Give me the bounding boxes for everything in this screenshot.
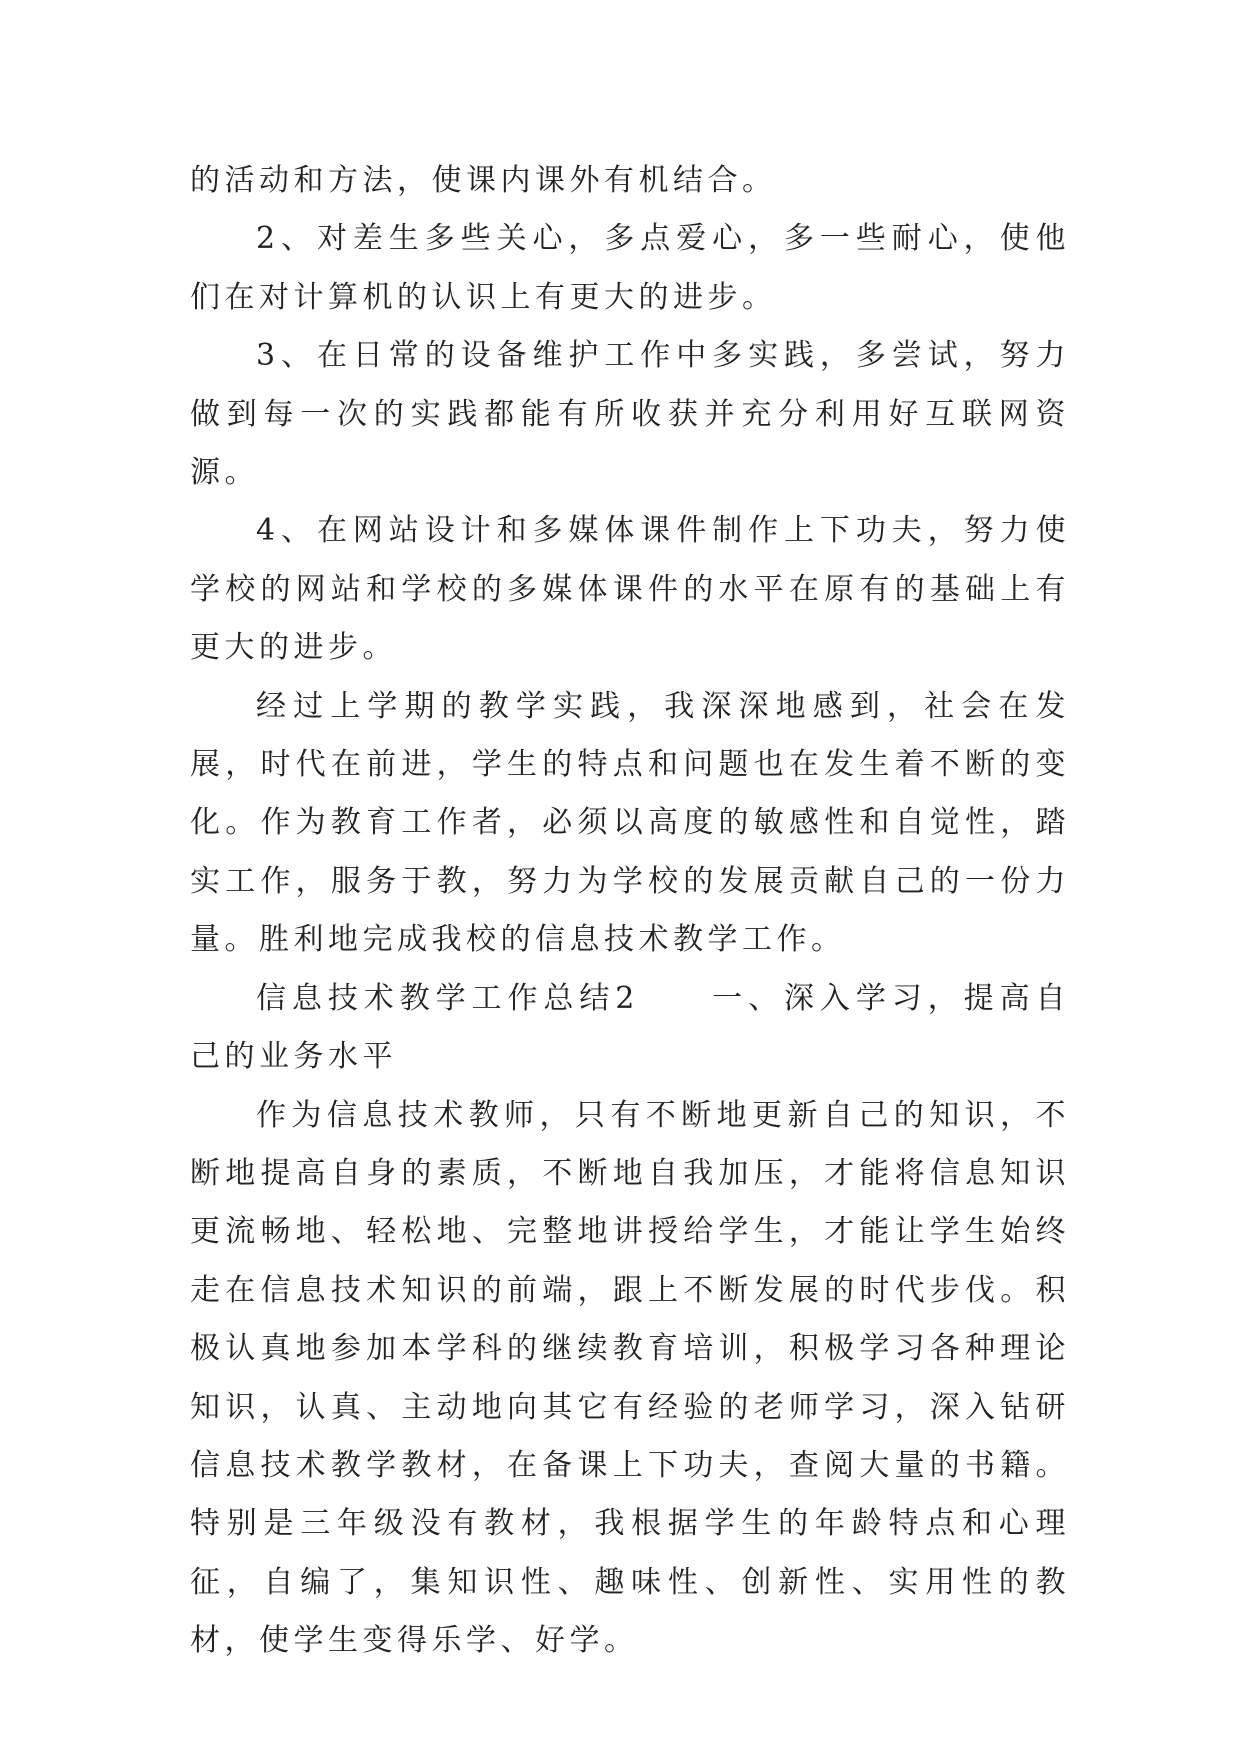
paragraph-item-4: 4、在网站设计和多媒体课件制作上下功夫，努力使学校的网站和学校的多媒体课件的水平在原有的基础上有更大的进步。 [190,513,1070,666]
paragraph-conclusion: 经过上学期的教学实践，我深深地感到，社会在发展，时代在前进，学生的特点和问题也在发生着不断的变化。作为教育工作者，必须以高度的敏感性和自觉性，踏实工作，服务于教，努力为学校的发展贡献自己的一份力量。胜利地完成我校的信息技术教学工作。 [190,688,1070,958]
paragraph-item-2: 2、对差生多些关心，多点爱心，多一些耐心，使他们在对计算机的认识上有更大的进步。 [190,221,1070,315]
section-heading: 信息技术教学工作总结2 一、深入学习，提高自己的业务水平 [190,980,1070,1075]
document-body [190,152,1070,1671]
paragraph-item-3: 3、在日常的设备维护工作中多实践，多尝试，努力做到每一次的实践都能有所收获并充分利用好互联网资源。 [190,338,1070,491]
paragraph-study: 作为信息技术教师，只有不断地更新自己的知识，不断地提高自身的素质，不断地自我加压，才能将信息知识更流畅地、轻松地、完整地讲授给学生，才能让学生始终走在信息技术知识的前端，跟上不断发展的时代步伐。积极认真地参加本学科的继续教育培训，积极学习各种理论知识，认真、主动地向其它有经验的老师学习，深入钻研信息技术教学教材，在备课上下功夫，查阅大量的书籍。特别是三年级没有教材，我根据学生的年龄特点和心理征，自编了，集知识性、趣味性、创新性、实用性的教材，使学生变得乐学、好学。 [190,1097,1070,1659]
paragraph-continuation: 的活动和方法，使课内课外有机结合。 [190,163,777,198]
